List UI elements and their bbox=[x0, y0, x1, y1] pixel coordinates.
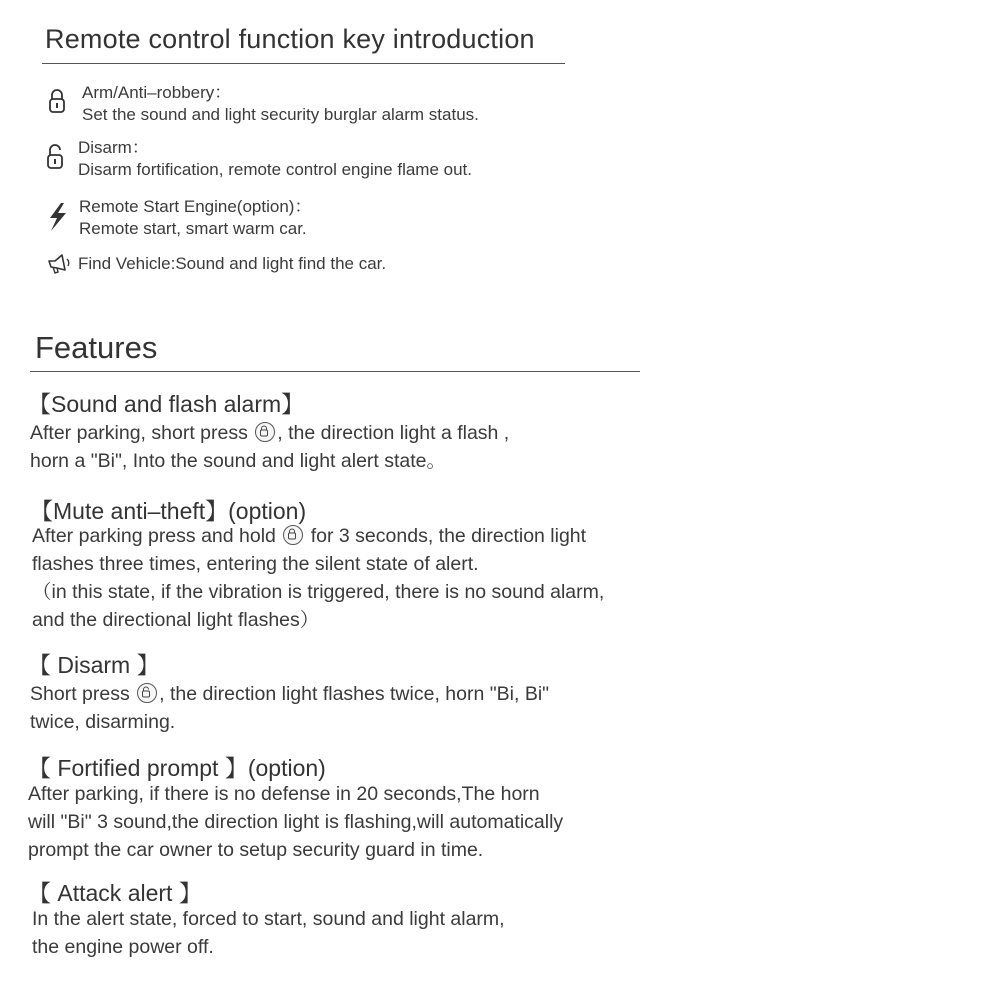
key-arm-desc: Set the sound and light security burglar alarm status. bbox=[82, 105, 479, 124]
feature-text: （in this state, if the vibration is triggered, there is no sound alarm, bbox=[32, 581, 605, 603]
key-find-vehicle-name: Find Vehicle:Sound and light find the car. bbox=[78, 254, 387, 273]
key-arm bbox=[82, 82, 479, 126]
feature-title-mute: 【Mute anti–theft】(option) bbox=[30, 498, 307, 524]
key-remote-start-name: Remote Start Engine(option)： bbox=[79, 197, 312, 216]
feature-body-attack bbox=[32, 905, 505, 961]
feature-text: After parking press and hold bbox=[32, 525, 276, 547]
feature-text: , the direction light a flash , bbox=[277, 422, 510, 444]
feature-body-fortified bbox=[28, 780, 563, 864]
feature-text: twice, disarming. bbox=[30, 711, 176, 733]
feature-text: horn a "Bi", Into the sound and light alert state。 bbox=[30, 450, 447, 472]
key-remote-start-desc: Remote start, smart warm car. bbox=[79, 219, 307, 238]
key-disarm-desc: Disarm fortification, remote control engine flame out. bbox=[78, 160, 473, 179]
feature-title-fortified: 【 Fortified prompt 】(option) bbox=[28, 755, 326, 781]
feature-text: After parking, if there is no defense in 20 seconds,The horn bbox=[28, 783, 540, 805]
feature-body-sound-flash bbox=[30, 419, 509, 475]
lock-button-icon bbox=[283, 525, 303, 545]
title-underline bbox=[42, 63, 565, 64]
feature-body-disarm bbox=[30, 680, 549, 736]
lightning-icon bbox=[44, 201, 70, 238]
key-disarm-name: Disarm： bbox=[78, 138, 149, 157]
feature-title-disarm: 【 Disarm 】 bbox=[28, 652, 160, 678]
section-title-features: Features bbox=[35, 330, 158, 365]
feature-text: for 3 seconds, the direction light bbox=[310, 525, 587, 547]
feature-text: , the direction light flashes twice, horn "Bi, Bi" bbox=[159, 683, 550, 705]
key-remote-start bbox=[79, 196, 311, 240]
feature-title-sound-flash: 【Sound and flash alarm】 bbox=[28, 391, 305, 417]
feature-text: will "Bi" 3 sound,the direction light is flashing,will automatically bbox=[28, 811, 564, 833]
feature-title-attack: 【 Attack alert 】 bbox=[28, 880, 202, 906]
section-title-remote: Remote control function key introduction bbox=[45, 24, 535, 54]
feature-text: After parking, short press bbox=[30, 422, 248, 444]
feature-text: the engine power off. bbox=[32, 936, 214, 958]
lock-icon bbox=[48, 88, 66, 119]
features-underline bbox=[30, 371, 640, 372]
speaker-icon bbox=[46, 252, 74, 281]
feature-text: In the alert state, forced to start, sound and light alarm, bbox=[32, 908, 505, 930]
lock-button-icon bbox=[255, 422, 275, 442]
unlock-button-icon bbox=[137, 683, 157, 703]
key-find-vehicle bbox=[78, 253, 386, 275]
feature-text: and the directional light flashes） bbox=[32, 609, 320, 631]
feature-text: prompt the car owner to setup security guard in time. bbox=[28, 839, 484, 861]
unlock-icon bbox=[46, 142, 66, 175]
feature-body-mute bbox=[32, 522, 604, 634]
feature-text: flashes three times, entering the silent state of alert. bbox=[32, 553, 479, 575]
feature-text: Short press bbox=[30, 683, 130, 705]
key-arm-name: Arm/Anti–robbery： bbox=[82, 83, 232, 102]
key-disarm bbox=[78, 137, 472, 181]
